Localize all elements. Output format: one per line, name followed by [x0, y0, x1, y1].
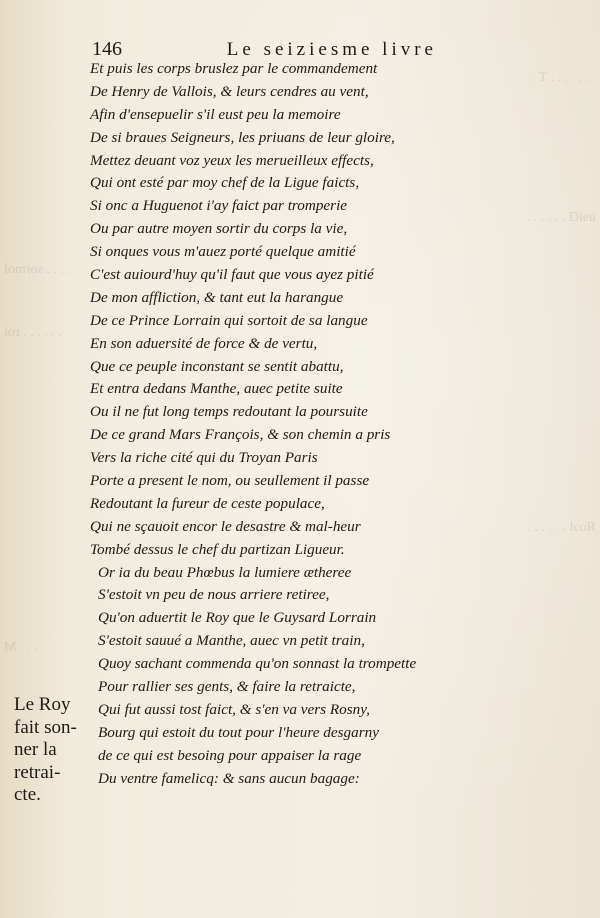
show-through-text: . . . . . . lcoR	[527, 520, 596, 535]
page-number: 146	[92, 38, 122, 60]
show-through-text: . . . M	[4, 640, 38, 655]
verse-line: Qui ont esté par moy chef de la Ligue faicts,	[90, 174, 360, 192]
verse-line: Or ia du beau Phœbus la lumiere ætheree	[98, 563, 352, 581]
verse-line: Tombé dessus le chef du partizan Ligueur.	[90, 540, 345, 558]
verse-line: Porte a present le nom, ou seullement il passe	[90, 472, 370, 490]
verse-line: Bourg qui estoit du tout pour l'heure desgarny	[98, 723, 379, 741]
verse-line: Qui ne sçauoit encor le desastre & mal-heur	[90, 517, 361, 535]
marginal-note-line: Le Roy	[14, 694, 71, 715]
verse-line: Si onc a Huguenot i'ay faict par tromperie	[90, 197, 348, 215]
verse-line: S'estoit sauué a Manthe, auec vn petit train,	[98, 632, 365, 650]
show-through-text: . . . . . . Dieu	[526, 210, 596, 225]
verse-line: Et entra dedans Manthe, auec petite suite	[90, 380, 343, 398]
running-title: Le seiziesme livre	[226, 39, 437, 60]
verse-line: Redoutant la fureur de ceste populace,	[90, 494, 325, 512]
verse-line: de ce qui est besoing pour appaiser la rage	[98, 746, 362, 764]
verse-line: De mon affliction, & tant eut la harangue	[90, 288, 344, 306]
verse-line: De ce grand Mars François, & son chemin a pris	[90, 426, 391, 444]
show-through-text: . . . . . . roi	[4, 325, 62, 340]
marginal-note-line: retrai-	[14, 761, 61, 783]
verse-line: Ou par autre moyen sortir du corps la vie,	[90, 220, 348, 238]
verse-line: Que ce peuple inconstant se sentit abattu,	[90, 357, 344, 375]
show-through-text: . . . . sormol	[4, 262, 71, 277]
verse-line: De si braues Seigneurs, les priuans de leur gloire,	[90, 128, 395, 146]
verse-line: Vers la riche cité qui du Troyan Paris	[90, 449, 318, 467]
verse-line: Mettez deuant voz yeux les merueilleux effects,	[90, 151, 374, 169]
verse-line: Et puis les corps bruslez par le commandement	[90, 60, 378, 77]
verse-line: De ce Prince Lorrain qui sortoit de sa langue	[90, 311, 368, 329]
marginal-note	[14, 694, 82, 807]
verse-line: C'est auiourd'huy qu'il faut que vous ayez pitié	[90, 266, 374, 284]
verse-line: En son aduersité de force & de vertu,	[90, 334, 318, 352]
verse-line: Du ventre famelicq: & sans aucun bagage:	[98, 769, 360, 787]
verse-line: S'estoit vn peu de nous arriere retiree,	[98, 586, 330, 604]
show-through-text: . T . . . . . . .	[531, 70, 596, 85]
verse-line: Ou il ne fut long temps redoutant la poursuite	[90, 403, 368, 421]
verse-line: Qui fut aussi tost faict, & s'en va vers Rosny,	[98, 700, 370, 718]
verse-line: Afin d'ensepuelir s'il eust peu la memoire	[90, 105, 341, 123]
marginal-note-line: cte.	[14, 784, 41, 805]
verse-line: Quoy sachant commenda qu'on sonnast la trompette	[98, 655, 417, 673]
marginal-note-line: ner la	[14, 739, 57, 760]
verse-line: Qu'on aduertit le Roy que le Guysard Lorrain	[98, 609, 377, 627]
verse-line: Pour rallier ses gents, & faire la retraicte,	[98, 678, 356, 696]
verse-line: Si onques vous m'auez porté quelque amitié	[90, 243, 356, 261]
verse-block	[90, 58, 416, 791]
marginal-note-line: fait son-	[14, 716, 77, 738]
verse-line: De Henry de Vallois, & leurs cendres au vent,	[90, 82, 369, 100]
